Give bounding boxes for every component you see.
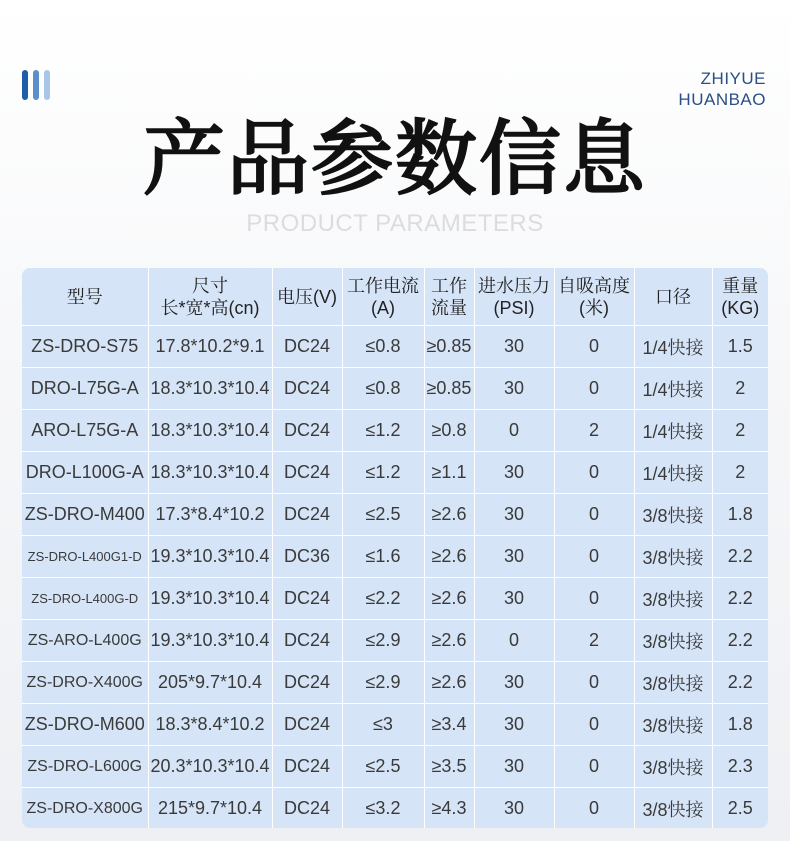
- table-row: [22, 410, 768, 452]
- cell-model: ZS-DRO-X800G: [22, 788, 148, 829]
- header-model: [22, 268, 148, 326]
- cell-inlet-pressure: 30: [474, 452, 554, 494]
- cell-weight: 2.3: [712, 746, 768, 788]
- cell-caliber: 3/8快接: [634, 494, 712, 536]
- decorative-bars-icon: [22, 70, 50, 100]
- header-size: [148, 268, 272, 326]
- header-caliber: [634, 268, 712, 326]
- cell-weight: 1.5: [712, 326, 768, 368]
- header-label: 进水压力: [478, 275, 550, 296]
- cell-model: ZS-DRO-X400G: [22, 662, 148, 704]
- cell-caliber: 3/8快接: [634, 620, 712, 662]
- header-label: 尺寸: [192, 275, 228, 296]
- cell-inlet-pressure: 30: [474, 788, 554, 829]
- cell-flow: ≥2.6: [424, 620, 474, 662]
- cell-suction-height: 0: [554, 788, 634, 829]
- cell-flow: ≥0.85: [424, 326, 474, 368]
- cell-caliber: 3/8快接: [634, 704, 712, 746]
- cell-voltage: DC24: [272, 578, 342, 620]
- table-row: [22, 620, 768, 662]
- cell-voltage: DC24: [272, 620, 342, 662]
- parameters-table-container: [22, 268, 768, 828]
- header-label: 重量: [722, 275, 759, 296]
- cell-suction-height: 0: [554, 326, 634, 368]
- cell-current: ≤3.2: [342, 788, 424, 829]
- cell-current: ≤1.2: [342, 452, 424, 494]
- cell-flow: ≥3.5: [424, 746, 474, 788]
- header-label: 工作: [431, 275, 467, 296]
- header-flow: [424, 268, 474, 326]
- table-body: [22, 326, 768, 829]
- cell-suction-height: 2: [554, 620, 634, 662]
- cell-weight: 2.2: [712, 536, 768, 578]
- cell-current: ≤2.2: [342, 578, 424, 620]
- cell-current: ≤1.2: [342, 410, 424, 452]
- cell-size: 215*9.7*10.4: [148, 788, 272, 829]
- cell-voltage: DC24: [272, 410, 342, 452]
- table-header-row: [22, 268, 768, 326]
- table-row: [22, 704, 768, 746]
- cell-weight: 2.2: [712, 578, 768, 620]
- cell-suction-height: 2: [554, 410, 634, 452]
- cell-caliber: 1/4快接: [634, 326, 712, 368]
- cell-caliber: 1/4快接: [634, 368, 712, 410]
- cell-weight: 1.8: [712, 704, 768, 746]
- cell-caliber: 3/8快接: [634, 536, 712, 578]
- cell-voltage: DC24: [272, 326, 342, 368]
- cell-model: ZS-DRO-L400G1-D: [22, 536, 148, 578]
- table-row: [22, 494, 768, 536]
- header-weight: [712, 268, 768, 326]
- header-label: 口径: [655, 286, 691, 307]
- table-row: [22, 746, 768, 788]
- cell-voltage: DC24: [272, 452, 342, 494]
- header-label: 电压(V): [277, 286, 337, 307]
- cell-model: ARO-L75G-A: [22, 410, 148, 452]
- header-sublabel: 流量: [431, 297, 467, 318]
- cell-weight: 1.8: [712, 494, 768, 536]
- header-inlet-pressure: [474, 268, 554, 326]
- cell-model: ZS-DRO-M400: [22, 494, 148, 536]
- cell-size: 18.3*8.4*10.2: [148, 704, 272, 746]
- cell-voltage: DC36: [272, 536, 342, 578]
- cell-model: DRO-L75G-A: [22, 368, 148, 410]
- cell-current: ≤1.6: [342, 536, 424, 578]
- cell-suction-height: 0: [554, 578, 634, 620]
- cell-inlet-pressure: 0: [474, 620, 554, 662]
- brand-line-1: ZHIYUE: [700, 69, 766, 88]
- cell-caliber: 3/8快接: [634, 662, 712, 704]
- header-sublabel: (米): [579, 297, 609, 318]
- cell-inlet-pressure: 30: [474, 326, 554, 368]
- cell-caliber: 1/4快接: [634, 410, 712, 452]
- cell-model: ZS-DRO-L600G: [22, 746, 148, 788]
- header-label: 工作电流: [347, 275, 419, 296]
- brand-line-2: HUANBAO: [678, 90, 766, 109]
- cell-caliber: 3/8快接: [634, 746, 712, 788]
- cell-flow: ≥2.6: [424, 578, 474, 620]
- cell-voltage: DC24: [272, 746, 342, 788]
- cell-model: ZS-ARO-L400G: [22, 620, 148, 662]
- header-sublabel: (A): [371, 297, 395, 318]
- cell-voltage: DC24: [272, 704, 342, 746]
- cell-size: 19.3*10.3*10.4: [148, 620, 272, 662]
- cell-weight: 2: [712, 452, 768, 494]
- table-row: [22, 452, 768, 494]
- cell-size: 19.3*10.3*10.4: [148, 536, 272, 578]
- cell-size: 17.8*10.2*9.1: [148, 326, 272, 368]
- header-sublabel: (PSI): [493, 297, 535, 318]
- table-row: [22, 368, 768, 410]
- cell-current: ≤2.5: [342, 746, 424, 788]
- cell-inlet-pressure: 30: [474, 662, 554, 704]
- cell-inlet-pressure: 30: [474, 536, 554, 578]
- cell-flow: ≥1.1: [424, 452, 474, 494]
- table-row: [22, 578, 768, 620]
- bar-mid: [33, 70, 39, 100]
- cell-model: ZS-DRO-L400G-D: [22, 578, 148, 620]
- header-label: 型号: [66, 286, 103, 307]
- cell-weight: 2: [712, 410, 768, 452]
- header-voltage: [272, 268, 342, 326]
- cell-suction-height: 0: [554, 746, 634, 788]
- cell-current: ≤2.9: [342, 620, 424, 662]
- cell-flow: ≥3.4: [424, 704, 474, 746]
- cell-voltage: DC24: [272, 368, 342, 410]
- cell-size: 19.3*10.3*10.4: [148, 578, 272, 620]
- header-sublabel: 长*宽*高(cn): [160, 297, 260, 318]
- cell-model: DRO-L100G-A: [22, 452, 148, 494]
- cell-suction-height: 0: [554, 704, 634, 746]
- cell-size: 17.3*8.4*10.2: [148, 494, 272, 536]
- cell-current: ≤2.5: [342, 494, 424, 536]
- cell-inlet-pressure: 30: [474, 494, 554, 536]
- cell-current: ≤0.8: [342, 368, 424, 410]
- cell-model: ZS-DRO-S75: [22, 326, 148, 368]
- cell-caliber: 3/8快接: [634, 788, 712, 829]
- cell-suction-height: 0: [554, 536, 634, 578]
- cell-flow: ≥0.85: [424, 368, 474, 410]
- cell-weight: 2.2: [712, 620, 768, 662]
- header-sublabel: (KG): [721, 297, 760, 318]
- cell-inlet-pressure: 30: [474, 578, 554, 620]
- header-current: [342, 268, 424, 326]
- cell-inlet-pressure: 30: [474, 704, 554, 746]
- cell-inlet-pressure: 30: [474, 746, 554, 788]
- cell-caliber: 1/4快接: [634, 452, 712, 494]
- cell-caliber: 3/8快接: [634, 578, 712, 620]
- cell-size: 205*9.7*10.4: [148, 662, 272, 704]
- bar-dark: [22, 70, 28, 100]
- cell-suction-height: 0: [554, 452, 634, 494]
- cell-voltage: DC24: [272, 662, 342, 704]
- cell-flow: ≥0.8: [424, 410, 474, 452]
- table-row: [22, 788, 768, 829]
- cell-suction-height: 0: [554, 662, 634, 704]
- table-row: [22, 536, 768, 578]
- bar-light: [44, 70, 50, 100]
- header-suction-height: [554, 268, 634, 326]
- parameters-table: [22, 268, 768, 828]
- cell-current: ≤2.9: [342, 662, 424, 704]
- cell-suction-height: 0: [554, 368, 634, 410]
- cell-inlet-pressure: 0: [474, 410, 554, 452]
- cell-weight: 2.5: [712, 788, 768, 829]
- cell-flow: ≥2.6: [424, 536, 474, 578]
- cell-weight: 2: [712, 368, 768, 410]
- cell-flow: ≥4.3: [424, 788, 474, 829]
- cell-suction-height: 0: [554, 494, 634, 536]
- cell-size: 18.3*10.3*10.4: [148, 368, 272, 410]
- cell-size: 20.3*10.3*10.4: [148, 746, 272, 788]
- brand-logo-text: [678, 68, 766, 110]
- cell-size: 18.3*10.3*10.4: [148, 452, 272, 494]
- page-subtitle: PRODUCT PARAMETERS: [246, 210, 544, 237]
- cell-weight: 2.2: [712, 662, 768, 704]
- cell-current: ≤0.8: [342, 326, 424, 368]
- table-row: [22, 662, 768, 704]
- cell-voltage: DC24: [272, 494, 342, 536]
- cell-size: 18.3*10.3*10.4: [148, 410, 272, 452]
- cell-inlet-pressure: 30: [474, 368, 554, 410]
- table-row: [22, 326, 768, 368]
- page-title: 产品参数信息: [142, 112, 647, 207]
- cell-model: ZS-DRO-M600: [22, 704, 148, 746]
- cell-flow: ≥2.6: [424, 662, 474, 704]
- header-label: 自吸高度: [558, 275, 630, 296]
- cell-flow: ≥2.6: [424, 494, 474, 536]
- cell-voltage: DC24: [272, 788, 342, 829]
- cell-current: ≤3: [342, 704, 424, 746]
